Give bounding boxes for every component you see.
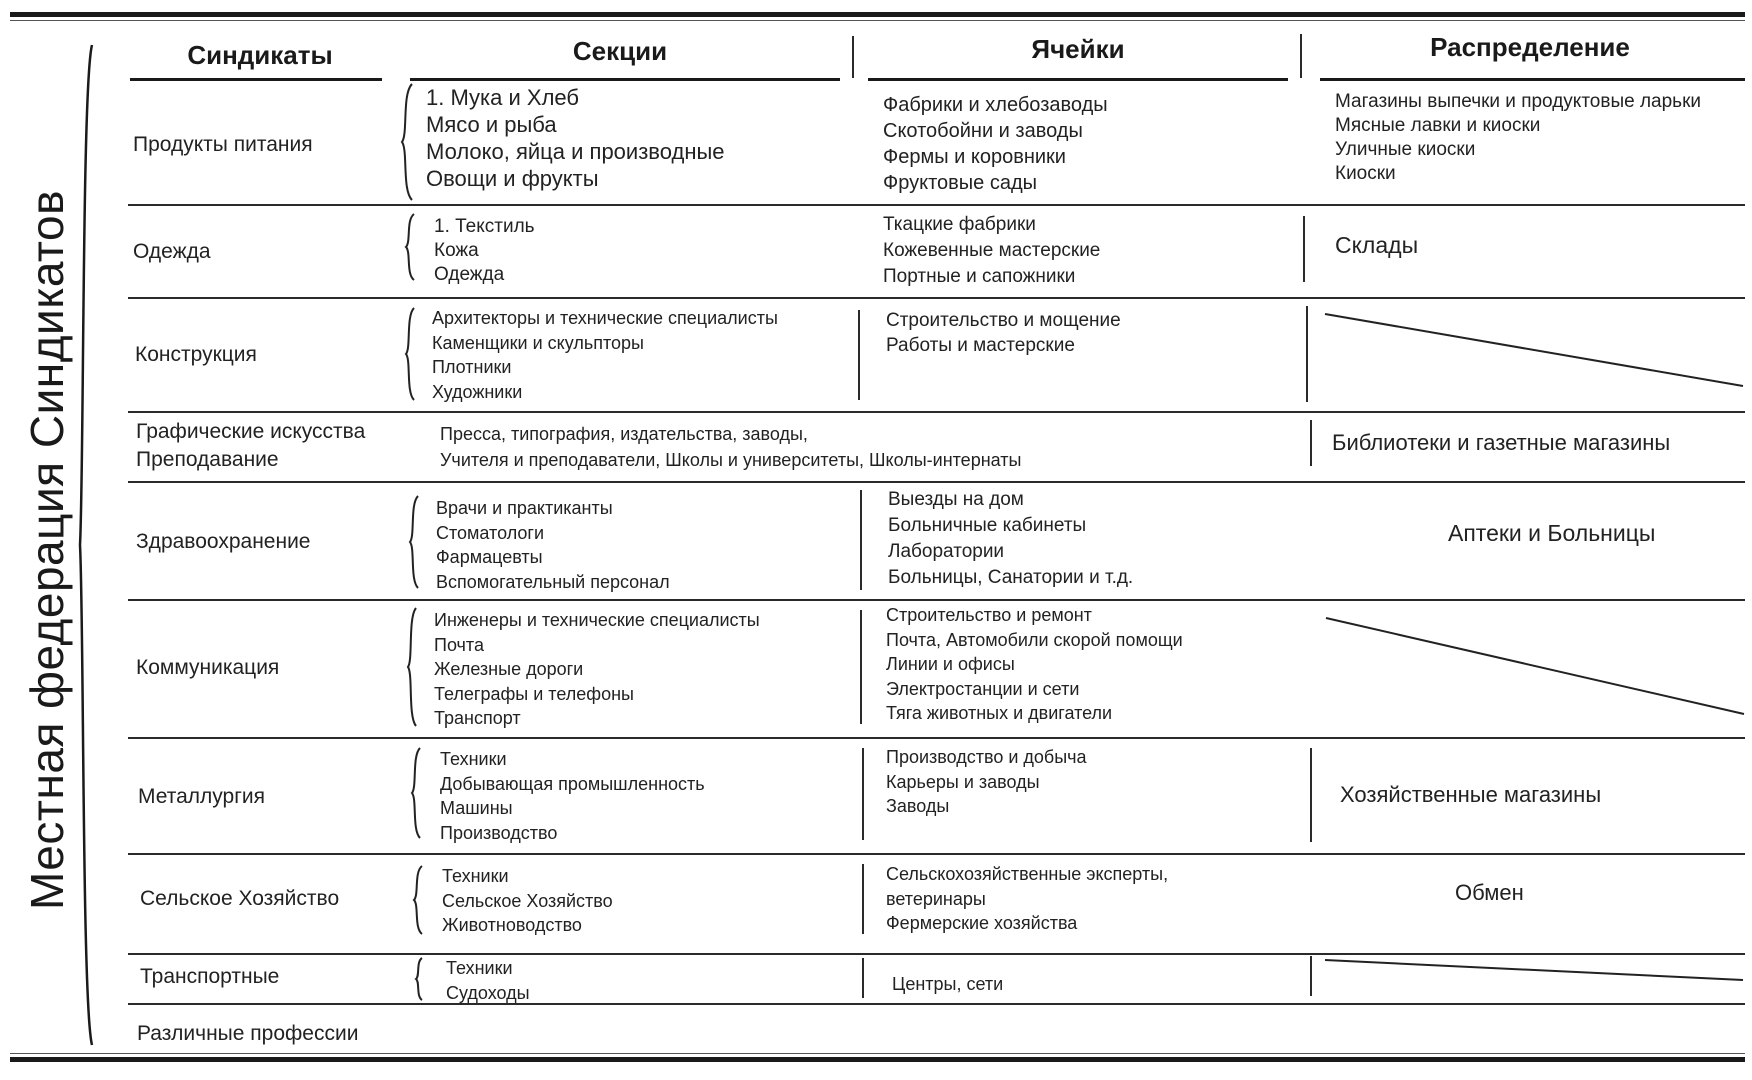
syndicate-various-professions: Различные профессии xyxy=(137,1022,359,1045)
section-item: Овощи и фрукты xyxy=(426,166,599,191)
syndicate-graphic-arts: Графические искусства xyxy=(136,420,366,443)
section-item: Фармацевты xyxy=(436,547,543,567)
section-item: Мясо и рыба xyxy=(426,112,557,137)
header-divider xyxy=(1300,34,1302,78)
distribution-graphic-arts: Библиотеки и газетные магазины xyxy=(1332,430,1671,455)
distribution-divider xyxy=(1306,306,1308,402)
sections-transport xyxy=(446,956,530,1005)
cell-item: Ткацкие фабрики xyxy=(883,214,1036,235)
cell-item: Работы и мастерские xyxy=(886,335,1075,356)
syndicate-teaching: Преподавание xyxy=(136,448,279,471)
section-item: Животноводство xyxy=(442,915,582,935)
cell-item: Фермерские хозяйства xyxy=(886,913,1078,933)
row-divider xyxy=(128,737,1745,739)
row-divider xyxy=(128,204,1745,206)
header-syndicates: Синдикаты xyxy=(187,40,333,70)
row-divider xyxy=(128,297,1745,299)
cells-health xyxy=(888,487,1133,591)
section-item: Пресса, типография, издательства, заводы, xyxy=(440,424,808,444)
distribution-item: Киоски xyxy=(1335,163,1396,184)
section-brace xyxy=(400,84,414,200)
sections-clothing xyxy=(434,215,535,287)
section-brace xyxy=(404,214,416,280)
section-item: Инженеры и технические специалисты xyxy=(434,610,760,630)
section-item: Художники xyxy=(432,381,523,402)
syndicate-food: Продукты питания xyxy=(133,133,313,156)
section-item: Учителя и преподаватели, Школы и университеты, Школы-интернаты xyxy=(440,450,1022,470)
cell-item: Больничные кабинеты xyxy=(888,515,1087,536)
distribution-item: Уличные киоски xyxy=(1335,139,1476,160)
section-item: Вспомогательный персонал xyxy=(436,571,670,592)
section-item: Добывающая промышленность xyxy=(440,773,705,794)
cell-item: Фермы и коровники xyxy=(883,146,1066,168)
cell-item: Строительство и мощение xyxy=(886,310,1121,331)
header-distribution-underline xyxy=(1320,78,1745,81)
section-item: Судоходы xyxy=(446,982,530,1003)
cells-metallurgy xyxy=(886,745,1087,819)
sections-graphic-arts xyxy=(440,421,1021,473)
cell-item: Линии и офисы xyxy=(886,654,1015,674)
section-item: Плотники xyxy=(432,357,512,377)
cell-item: Лаборатории xyxy=(888,541,1005,562)
cells-divider xyxy=(860,490,862,590)
syndicate-metallurgy: Металлургия xyxy=(138,785,265,808)
syndicate-construction: Конструкция xyxy=(135,343,257,366)
distribution-empty-slash xyxy=(1325,312,1745,388)
section-item: Машины xyxy=(440,798,513,818)
sections-communication xyxy=(434,608,760,731)
header-syndicates-underline xyxy=(130,78,382,81)
bottom-border xyxy=(10,1057,1745,1062)
header-divider xyxy=(852,36,854,78)
cell-item: Выезды на дом xyxy=(888,489,1024,510)
section-item: Архитекторы и технические специалисты xyxy=(432,308,778,328)
section-item: Почта xyxy=(434,634,484,655)
section-item: Сельское Хозяйство xyxy=(442,890,613,911)
distribution-divider xyxy=(1310,748,1312,842)
distribution-agriculture: Обмен xyxy=(1455,880,1524,905)
section-brace xyxy=(410,748,422,838)
cell-item: Заводы xyxy=(886,796,950,816)
distribution-divider xyxy=(1310,420,1312,466)
cell-item: Производство и добыча xyxy=(886,747,1087,767)
syndicate-communication: Коммуникация xyxy=(136,656,280,679)
cell-item: Кожевенные мастерские xyxy=(883,240,1101,261)
side-title: Местная федерация Синдикатов xyxy=(21,189,73,911)
cell-item: Сельскохозяйственные эксперты, xyxy=(886,864,1169,884)
section-brace xyxy=(404,308,416,400)
cells-divider xyxy=(862,864,864,934)
distribution-empty-slash xyxy=(1326,616,1746,716)
sections-metallurgy xyxy=(440,747,705,845)
cells-divider xyxy=(862,748,864,840)
header-sections-underline xyxy=(410,78,840,81)
section-item: Техники xyxy=(442,866,509,886)
section-item: Техники xyxy=(440,749,507,769)
cell-item: Карьеры и заводы xyxy=(886,771,1040,792)
section-item: Кожа xyxy=(434,240,479,261)
side-brace xyxy=(78,45,96,1045)
top-border xyxy=(10,12,1745,17)
section-item: Одежда xyxy=(434,264,505,285)
header-sections: Секции xyxy=(572,36,668,66)
section-brace xyxy=(412,866,424,934)
syndicate-clothing: Одежда xyxy=(133,240,211,263)
sections-construction xyxy=(432,306,778,404)
section-item: 1. Текстиль xyxy=(434,216,535,237)
section-item: Железные дороги xyxy=(434,659,584,679)
cells-transport: Центры, сети xyxy=(892,974,1004,994)
distribution-item: Магазины выпечки и продуктовые ларьки xyxy=(1335,91,1702,112)
section-item: Врачи и практиканты xyxy=(436,498,613,518)
distribution-food xyxy=(1335,90,1701,186)
distribution-clothing: Склады xyxy=(1335,232,1419,258)
row-divider xyxy=(128,1003,1745,1005)
cells-construction xyxy=(886,308,1121,358)
cell-item: Почта, Автомобили скорой помощи xyxy=(886,629,1183,650)
syndicate-health: Здравоохранение xyxy=(136,530,311,553)
section-brace xyxy=(408,496,420,588)
section-item: Молоко, яйца и производные xyxy=(426,139,725,164)
cells-agriculture xyxy=(886,862,1168,936)
cells-food xyxy=(883,92,1108,196)
row-divider xyxy=(128,599,1745,601)
syndicate-transport: Транспортные xyxy=(140,965,280,988)
cell-item: Портные и сапожники xyxy=(883,266,1076,287)
section-item: Стоматологи xyxy=(436,522,545,543)
sections-health xyxy=(436,496,670,594)
row-divider xyxy=(128,481,1745,483)
section-item: Производство xyxy=(440,822,558,843)
sections-agriculture xyxy=(442,864,613,938)
cell-item: Строительство и ремонт xyxy=(886,605,1092,625)
cell-item: Больницы, Санатории и т.д. xyxy=(888,567,1134,588)
top-border-thin xyxy=(10,20,1745,21)
distribution-empty-slash xyxy=(1325,958,1745,982)
cell-item: ветеринары xyxy=(886,888,986,909)
distribution-metallurgy: Хозяйственные магазины xyxy=(1340,782,1602,807)
section-item: Техники xyxy=(446,958,513,978)
section-brace xyxy=(414,958,424,1000)
cells-divider xyxy=(858,310,860,400)
distribution-item: Мясные лавки и киоски xyxy=(1335,115,1541,136)
header-distribution: Распределение xyxy=(1430,32,1630,62)
row-divider xyxy=(128,953,1745,955)
cell-item: Электростанции и сети xyxy=(886,678,1080,699)
cell-item: Фабрики и хлебозаводы xyxy=(883,94,1108,116)
distribution-health: Аптеки и Больницы xyxy=(1448,520,1656,546)
section-item: Телеграфы и телефоны xyxy=(434,683,634,704)
cell-item: Скотобойни и заводы xyxy=(883,120,1083,142)
cells-divider xyxy=(862,958,864,998)
cell-item: Фруктовые сады xyxy=(883,172,1037,194)
section-item: Транспорт xyxy=(434,708,521,728)
distribution-divider xyxy=(1303,216,1305,282)
syndicate-agriculture: Сельское Хозяйство xyxy=(140,887,340,910)
header-cells-underline xyxy=(868,78,1288,81)
cells-clothing xyxy=(883,212,1100,290)
sections-food xyxy=(426,84,725,192)
row-divider xyxy=(128,411,1745,413)
section-item: 1. Мука и Хлеб xyxy=(426,85,579,110)
section-brace xyxy=(406,608,418,726)
distribution-divider xyxy=(1310,956,1312,996)
row-divider xyxy=(128,853,1745,855)
header-cells: Ячейки xyxy=(1031,34,1125,64)
section-item: Каменщики и скульпторы xyxy=(432,332,644,353)
cells-communication xyxy=(886,603,1183,726)
cells-divider xyxy=(860,610,862,724)
bottom-border-thin xyxy=(10,1053,1745,1054)
cell-item: Тяга животных и двигатели xyxy=(886,703,1113,723)
